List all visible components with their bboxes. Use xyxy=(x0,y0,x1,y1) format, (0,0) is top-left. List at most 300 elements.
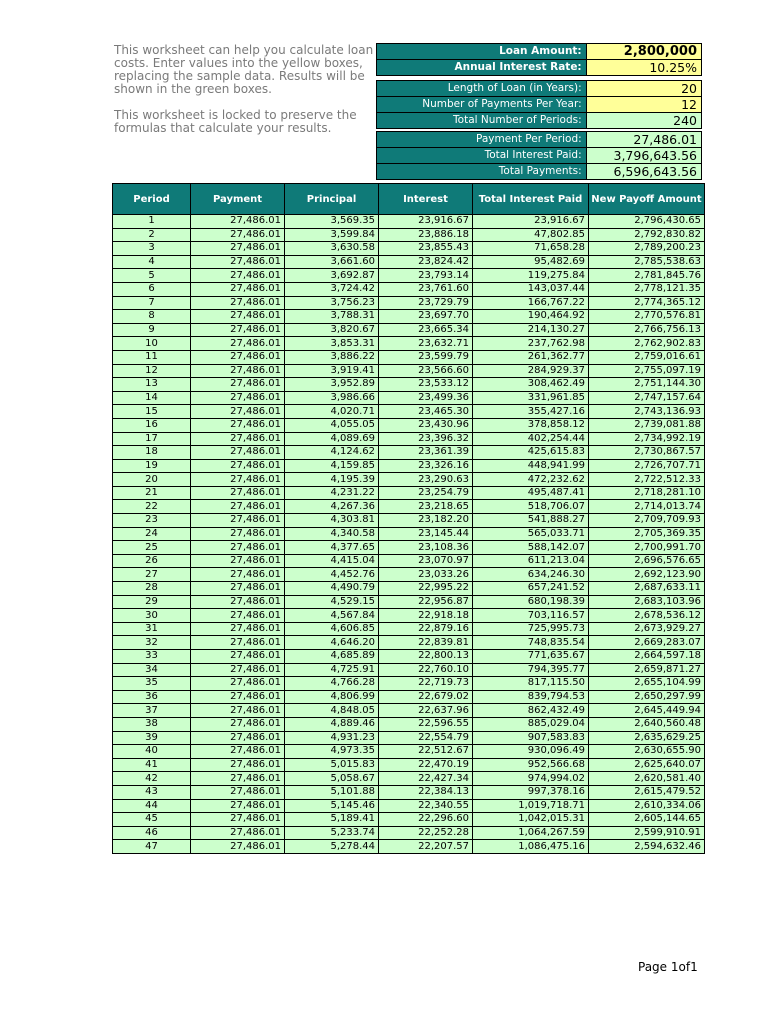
loan-amount-input[interactable]: 2,800,000 xyxy=(586,44,701,60)
principal-cell: 4,377.65 xyxy=(285,541,379,555)
total-interest-cell: 725,995.73 xyxy=(473,622,589,636)
principal-cell: 4,089.69 xyxy=(285,432,379,446)
payoff-cell: 2,796,430.65 xyxy=(589,215,705,229)
table-row xyxy=(113,527,705,541)
period-cell: 8 xyxy=(113,310,191,324)
interest-cell: 23,533.12 xyxy=(379,378,473,392)
principal-cell: 5,058.67 xyxy=(285,772,379,786)
payment-cell: 27,486.01 xyxy=(191,459,285,473)
interest-cell: 23,254.79 xyxy=(379,486,473,500)
interest-cell: 22,879.16 xyxy=(379,622,473,636)
table-row xyxy=(113,568,705,582)
total-interest-cell: 794,395.77 xyxy=(473,663,589,677)
period-cell: 37 xyxy=(113,704,191,718)
principal-cell: 5,101.88 xyxy=(285,785,379,799)
payoff-cell: 2,594,632.46 xyxy=(589,840,705,854)
principal-cell: 4,124.62 xyxy=(285,446,379,460)
payoff-cell: 2,755,097.19 xyxy=(589,364,705,378)
table-row xyxy=(113,310,705,324)
total-interest-cell: 308,462.49 xyxy=(473,378,589,392)
payoff-cell: 2,714,013.74 xyxy=(589,500,705,514)
payment-cell: 27,486.01 xyxy=(191,310,285,324)
payoff-cell: 2,792,830.82 xyxy=(589,228,705,242)
payment-cell: 27,486.01 xyxy=(191,609,285,623)
interest-cell: 23,290.63 xyxy=(379,473,473,487)
period-cell: 18 xyxy=(113,446,191,460)
payoff-cell: 2,635,629.25 xyxy=(589,731,705,745)
payoff-cell: 2,605,144.65 xyxy=(589,813,705,827)
total-interest-cell: 95,482.69 xyxy=(473,255,589,269)
table-row xyxy=(113,405,705,419)
payoff-cell: 2,766,756.13 xyxy=(589,323,705,337)
payoff-cell: 2,770,576.81 xyxy=(589,310,705,324)
page-number: Page 1of1 xyxy=(638,960,698,974)
principal-cell: 3,886.22 xyxy=(285,350,379,364)
interest-cell: 23,761.60 xyxy=(379,282,473,296)
total-interest-cell: 47,802.85 xyxy=(473,228,589,242)
table-header-row xyxy=(113,184,705,215)
interest-cell: 23,108.36 xyxy=(379,541,473,555)
total-interest-value: 3,796,643.56 xyxy=(586,148,701,164)
payment-cell: 27,486.01 xyxy=(191,337,285,351)
total-interest-cell: 680,198.39 xyxy=(473,595,589,609)
total-interest-cell: 930,096.49 xyxy=(473,745,589,759)
total-periods-label: Total Number of Periods: xyxy=(377,113,587,129)
period-cell: 23 xyxy=(113,514,191,528)
interest-cell: 22,470.19 xyxy=(379,758,473,772)
loan-length-input[interactable]: 20 xyxy=(586,81,701,97)
total-interest-row xyxy=(377,148,702,164)
interest-cell: 23,729.79 xyxy=(379,296,473,310)
interest-cell: 23,665.34 xyxy=(379,323,473,337)
table-row xyxy=(113,690,705,704)
table-row xyxy=(113,473,705,487)
payoff-cell: 2,709,709.93 xyxy=(589,514,705,528)
principal-cell: 4,685.89 xyxy=(285,650,379,664)
header-period: Period xyxy=(113,184,191,215)
payment-cell: 27,486.01 xyxy=(191,350,285,364)
total-interest-cell: 952,566.68 xyxy=(473,758,589,772)
period-cell: 29 xyxy=(113,595,191,609)
payment-cell: 27,486.01 xyxy=(191,269,285,283)
principal-cell: 3,986.66 xyxy=(285,391,379,405)
period-cell: 20 xyxy=(113,473,191,487)
principal-cell: 4,646.20 xyxy=(285,636,379,650)
period-cell: 43 xyxy=(113,785,191,799)
interest-cell: 23,182.20 xyxy=(379,514,473,528)
payment-cell: 27,486.01 xyxy=(191,595,285,609)
payoff-cell: 2,669,283.07 xyxy=(589,636,705,650)
payoff-cell: 2,664,597.18 xyxy=(589,650,705,664)
loan-amount-label: Loan Amount: xyxy=(377,44,587,60)
principal-cell: 4,452.76 xyxy=(285,568,379,582)
period-cell: 31 xyxy=(113,622,191,636)
period-cell: 32 xyxy=(113,636,191,650)
table-row xyxy=(113,813,705,827)
period-cell: 19 xyxy=(113,459,191,473)
payment-cell: 27,486.01 xyxy=(191,527,285,541)
total-interest-cell: 541,888.27 xyxy=(473,514,589,528)
total-interest-cell: 119,275.84 xyxy=(473,269,589,283)
payment-cell: 27,486.01 xyxy=(191,391,285,405)
payment-cell: 27,486.01 xyxy=(191,690,285,704)
table-row xyxy=(113,677,705,691)
payoff-cell: 2,678,536.12 xyxy=(589,609,705,623)
payment-cell: 27,486.01 xyxy=(191,785,285,799)
total-interest-cell: 611,213.04 xyxy=(473,554,589,568)
payoff-cell: 2,762,902.83 xyxy=(589,337,705,351)
total-interest-cell: 71,658.28 xyxy=(473,242,589,256)
principal-cell: 4,020.71 xyxy=(285,405,379,419)
interest-cell: 22,427.34 xyxy=(379,772,473,786)
principal-cell: 3,569.35 xyxy=(285,215,379,229)
table-row xyxy=(113,554,705,568)
total-interest-cell: 284,929.37 xyxy=(473,364,589,378)
principal-cell: 4,766.28 xyxy=(285,677,379,691)
principal-cell: 3,661.60 xyxy=(285,255,379,269)
payment-cell: 27,486.01 xyxy=(191,242,285,256)
principal-cell: 3,952.89 xyxy=(285,378,379,392)
payoff-cell: 2,640,560.48 xyxy=(589,717,705,731)
period-cell: 39 xyxy=(113,731,191,745)
total-interest-cell: 378,858.12 xyxy=(473,418,589,432)
table-row xyxy=(113,215,705,229)
total-interest-cell: 817,115.50 xyxy=(473,677,589,691)
payoff-cell: 2,687,633.11 xyxy=(589,582,705,596)
total-interest-cell: 495,487.41 xyxy=(473,486,589,500)
period-cell: 24 xyxy=(113,527,191,541)
payoff-cell: 2,759,016.61 xyxy=(589,350,705,364)
interest-cell: 22,760.10 xyxy=(379,663,473,677)
table-row xyxy=(113,650,705,664)
payment-cell: 27,486.01 xyxy=(191,840,285,854)
payoff-cell: 2,673,929.27 xyxy=(589,622,705,636)
payment-cell: 27,486.01 xyxy=(191,514,285,528)
principal-cell: 3,919.41 xyxy=(285,364,379,378)
interest-cell: 23,070.97 xyxy=(379,554,473,568)
principal-cell: 3,788.31 xyxy=(285,310,379,324)
payment-cell: 27,486.01 xyxy=(191,677,285,691)
interest-cell: 23,326.16 xyxy=(379,459,473,473)
payment-cell: 27,486.01 xyxy=(191,418,285,432)
total-interest-cell: 974,994.02 xyxy=(473,772,589,786)
principal-cell: 4,195.39 xyxy=(285,473,379,487)
period-cell: 12 xyxy=(113,364,191,378)
period-cell: 27 xyxy=(113,568,191,582)
payoff-cell: 2,785,538.63 xyxy=(589,255,705,269)
payoff-cell: 2,718,281.10 xyxy=(589,486,705,500)
total-interest-cell: 237,762.98 xyxy=(473,337,589,351)
payment-cell: 27,486.01 xyxy=(191,405,285,419)
table-row xyxy=(113,350,705,364)
principal-cell: 4,340.58 xyxy=(285,527,379,541)
loan-inputs-top xyxy=(376,43,702,76)
period-cell: 30 xyxy=(113,609,191,623)
principal-cell: 5,015.83 xyxy=(285,758,379,772)
payments-per-year-row xyxy=(377,97,702,113)
payment-cell: 27,486.01 xyxy=(191,500,285,514)
total-interest-cell: 355,427.16 xyxy=(473,405,589,419)
period-cell: 22 xyxy=(113,500,191,514)
instructions-paragraph-1: This worksheet can help you calculate loan costs. Enter values into the yellow boxes, replacing the sample data. Results will be shown in the green boxes. xyxy=(114,43,374,96)
total-interest-cell: 1,019,718.71 xyxy=(473,799,589,813)
table-row xyxy=(113,704,705,718)
total-payments-value: 6,596,643.56 xyxy=(586,164,701,180)
principal-cell: 4,725.91 xyxy=(285,663,379,677)
total-payments-row xyxy=(377,164,702,180)
interest-cell: 23,430.96 xyxy=(379,418,473,432)
principal-cell: 4,055.05 xyxy=(285,418,379,432)
period-cell: 42 xyxy=(113,772,191,786)
period-cell: 13 xyxy=(113,378,191,392)
interest-cell: 23,886.18 xyxy=(379,228,473,242)
period-cell: 1 xyxy=(113,215,191,229)
interest-rate-row xyxy=(377,60,702,76)
period-cell: 4 xyxy=(113,255,191,269)
header-interest: Interest xyxy=(379,184,473,215)
total-interest-cell: 1,042,015.31 xyxy=(473,813,589,827)
header-principal: Principal xyxy=(285,184,379,215)
period-cell: 17 xyxy=(113,432,191,446)
table-row xyxy=(113,826,705,840)
loan-results xyxy=(376,131,702,180)
payment-cell: 27,486.01 xyxy=(191,799,285,813)
loan-inputs-term xyxy=(376,80,702,129)
payment-cell: 27,486.01 xyxy=(191,473,285,487)
payment-cell: 27,486.01 xyxy=(191,813,285,827)
principal-cell: 4,931.23 xyxy=(285,731,379,745)
table-row xyxy=(113,459,705,473)
payment-cell: 27,486.01 xyxy=(191,364,285,378)
payment-cell: 27,486.01 xyxy=(191,255,285,269)
interest-cell: 22,596.55 xyxy=(379,717,473,731)
interest-cell: 23,697.70 xyxy=(379,310,473,324)
principal-cell: 5,145.46 xyxy=(285,799,379,813)
payment-cell: 27,486.01 xyxy=(191,745,285,759)
table-row xyxy=(113,622,705,636)
total-interest-cell: 588,142.07 xyxy=(473,541,589,555)
period-cell: 33 xyxy=(113,650,191,664)
total-periods-row xyxy=(377,113,702,129)
payoff-cell: 2,650,297.99 xyxy=(589,690,705,704)
instructions-paragraph-2: This worksheet is locked to preserve the formulas that calculate your results. xyxy=(114,108,357,135)
table-row xyxy=(113,242,705,256)
loan-length-label: Length of Loan (in Years): xyxy=(377,81,587,97)
interest-cell: 22,512.67 xyxy=(379,745,473,759)
interest-cell: 22,918.18 xyxy=(379,609,473,623)
payoff-cell: 2,599,910.91 xyxy=(589,826,705,840)
principal-cell: 4,806.99 xyxy=(285,690,379,704)
payment-cell: 27,486.01 xyxy=(191,826,285,840)
interest-cell: 22,340.55 xyxy=(379,799,473,813)
interest-cell: 22,995.22 xyxy=(379,582,473,596)
period-cell: 5 xyxy=(113,269,191,283)
payment-cell: 27,486.01 xyxy=(191,486,285,500)
payoff-cell: 2,726,707.71 xyxy=(589,459,705,473)
period-cell: 15 xyxy=(113,405,191,419)
period-cell: 38 xyxy=(113,717,191,731)
header-total-interest-paid: Total Interest Paid xyxy=(473,184,589,215)
payments-per-year-input[interactable]: 12 xyxy=(586,97,701,113)
payoff-cell: 2,620,581.40 xyxy=(589,772,705,786)
payoff-cell: 2,610,334.06 xyxy=(589,799,705,813)
payment-cell: 27,486.01 xyxy=(191,215,285,229)
principal-cell: 4,848.05 xyxy=(285,704,379,718)
period-cell: 28 xyxy=(113,582,191,596)
total-interest-cell: 402,254.44 xyxy=(473,432,589,446)
payment-cell: 27,486.01 xyxy=(191,704,285,718)
principal-cell: 3,820.67 xyxy=(285,323,379,337)
table-row xyxy=(113,731,705,745)
total-interest-cell: 862,432.49 xyxy=(473,704,589,718)
interest-cell: 23,793.14 xyxy=(379,269,473,283)
loan-amount-row xyxy=(377,44,702,60)
payoff-cell: 2,778,121.35 xyxy=(589,282,705,296)
total-interest-cell: 885,029.04 xyxy=(473,717,589,731)
table-row xyxy=(113,269,705,283)
interest-cell: 23,824.42 xyxy=(379,255,473,269)
interest-cell: 23,599.79 xyxy=(379,350,473,364)
interest-cell: 22,637.96 xyxy=(379,704,473,718)
interest-cell: 23,218.65 xyxy=(379,500,473,514)
table-row xyxy=(113,446,705,460)
payoff-cell: 2,747,157.64 xyxy=(589,391,705,405)
payment-cell: 27,486.01 xyxy=(191,582,285,596)
period-cell: 6 xyxy=(113,282,191,296)
payment-cell: 27,486.01 xyxy=(191,568,285,582)
loan-length-row xyxy=(377,81,702,97)
payoff-cell: 2,705,369.35 xyxy=(589,527,705,541)
payoff-cell: 2,645,449.94 xyxy=(589,704,705,718)
payment-cell: 27,486.01 xyxy=(191,541,285,555)
payoff-cell: 2,730,867.57 xyxy=(589,446,705,460)
payment-per-period-value: 27,486.01 xyxy=(586,132,701,148)
interest-cell: 23,632.71 xyxy=(379,337,473,351)
principal-cell: 3,853.31 xyxy=(285,337,379,351)
payments-per-year-label: Number of Payments Per Year: xyxy=(377,97,587,113)
principal-cell: 3,724.42 xyxy=(285,282,379,296)
principal-cell: 4,973.35 xyxy=(285,745,379,759)
period-cell: 35 xyxy=(113,677,191,691)
payoff-cell: 2,739,081.88 xyxy=(589,418,705,432)
interest-cell: 22,839.81 xyxy=(379,636,473,650)
table-row xyxy=(113,391,705,405)
period-cell: 10 xyxy=(113,337,191,351)
payment-cell: 27,486.01 xyxy=(191,622,285,636)
total-interest-cell: 23,916.67 xyxy=(473,215,589,229)
payment-cell: 27,486.01 xyxy=(191,378,285,392)
principal-cell: 4,267.36 xyxy=(285,500,379,514)
table-row xyxy=(113,255,705,269)
principal-cell: 5,278.44 xyxy=(285,840,379,854)
table-row xyxy=(113,500,705,514)
payoff-cell: 2,781,845.76 xyxy=(589,269,705,283)
total-periods-value: 240 xyxy=(586,113,701,129)
table-row xyxy=(113,745,705,759)
period-cell: 21 xyxy=(113,486,191,500)
period-cell: 46 xyxy=(113,826,191,840)
table-row xyxy=(113,486,705,500)
total-interest-cell: 425,615.83 xyxy=(473,446,589,460)
total-interest-cell: 703,116.57 xyxy=(473,609,589,623)
table-row xyxy=(113,432,705,446)
period-cell: 36 xyxy=(113,690,191,704)
total-interest-cell: 997,378.16 xyxy=(473,785,589,799)
payment-cell: 27,486.01 xyxy=(191,296,285,310)
payment-cell: 27,486.01 xyxy=(191,772,285,786)
interest-cell: 22,384.13 xyxy=(379,785,473,799)
payoff-cell: 2,655,104.99 xyxy=(589,677,705,691)
payment-cell: 27,486.01 xyxy=(191,554,285,568)
principal-cell: 4,303.81 xyxy=(285,514,379,528)
table-row xyxy=(113,772,705,786)
interest-cell: 23,361.39 xyxy=(379,446,473,460)
principal-cell: 4,231.22 xyxy=(285,486,379,500)
payoff-cell: 2,700,991.70 xyxy=(589,541,705,555)
payoff-cell: 2,625,640.07 xyxy=(589,758,705,772)
total-interest-cell: 634,246.30 xyxy=(473,568,589,582)
period-cell: 7 xyxy=(113,296,191,310)
table-row xyxy=(113,228,705,242)
interest-cell: 22,956.87 xyxy=(379,595,473,609)
payoff-cell: 2,789,200.23 xyxy=(589,242,705,256)
payment-cell: 27,486.01 xyxy=(191,323,285,337)
total-interest-cell: 1,064,267.59 xyxy=(473,826,589,840)
payoff-cell: 2,734,992.19 xyxy=(589,432,705,446)
period-cell: 47 xyxy=(113,840,191,854)
period-cell: 14 xyxy=(113,391,191,405)
period-cell: 41 xyxy=(113,758,191,772)
table-row xyxy=(113,378,705,392)
payoff-cell: 2,743,136.93 xyxy=(589,405,705,419)
principal-cell: 4,889.46 xyxy=(285,717,379,731)
period-cell: 2 xyxy=(113,228,191,242)
payoff-cell: 2,722,512.33 xyxy=(589,473,705,487)
period-cell: 45 xyxy=(113,813,191,827)
period-cell: 26 xyxy=(113,554,191,568)
header-payment: Payment xyxy=(191,184,285,215)
table-row xyxy=(113,663,705,677)
payoff-cell: 2,696,576.65 xyxy=(589,554,705,568)
total-interest-cell: 166,767.22 xyxy=(473,296,589,310)
period-cell: 25 xyxy=(113,541,191,555)
table-row xyxy=(113,296,705,310)
payment-per-period-label: Payment Per Period: xyxy=(377,132,587,148)
interest-cell: 23,145.44 xyxy=(379,527,473,541)
total-interest-cell: 771,635.67 xyxy=(473,650,589,664)
principal-cell: 5,189.41 xyxy=(285,813,379,827)
payment-cell: 27,486.01 xyxy=(191,282,285,296)
payment-cell: 27,486.01 xyxy=(191,636,285,650)
payoff-cell: 2,751,144.30 xyxy=(589,378,705,392)
payment-cell: 27,486.01 xyxy=(191,432,285,446)
amortization-table xyxy=(112,183,705,854)
principal-cell: 4,567.84 xyxy=(285,609,379,623)
payoff-cell: 2,683,103.96 xyxy=(589,595,705,609)
total-interest-cell: 448,941.99 xyxy=(473,459,589,473)
principal-cell: 3,630.58 xyxy=(285,242,379,256)
table-row xyxy=(113,418,705,432)
period-cell: 16 xyxy=(113,418,191,432)
total-interest-cell: 1,086,475.16 xyxy=(473,840,589,854)
period-cell: 40 xyxy=(113,745,191,759)
total-interest-cell: 143,037.44 xyxy=(473,282,589,296)
interest-cell: 23,396.32 xyxy=(379,432,473,446)
payment-cell: 27,486.01 xyxy=(191,663,285,677)
interest-rate-input[interactable]: 10.25% xyxy=(586,60,701,76)
interest-cell: 23,033.26 xyxy=(379,568,473,582)
table-row xyxy=(113,840,705,854)
